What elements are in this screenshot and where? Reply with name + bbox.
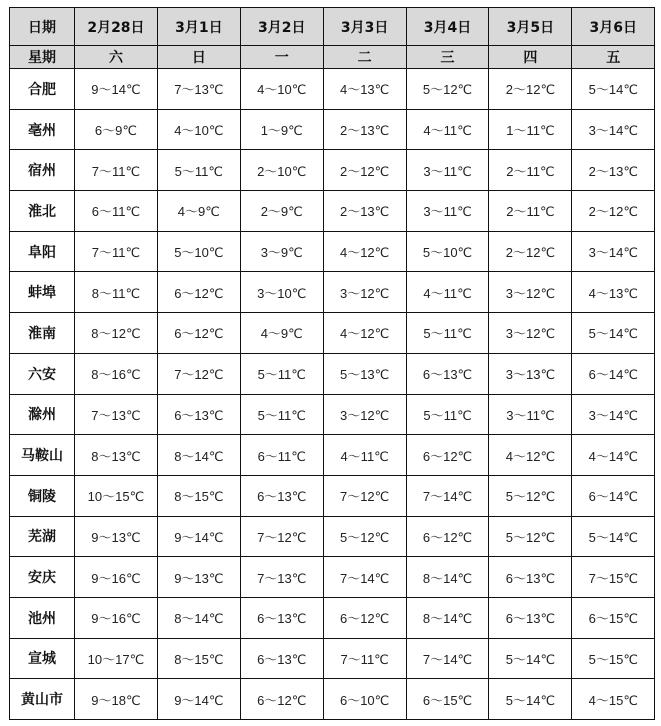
temperature-range-cell: 3～12℃ (323, 272, 406, 313)
temperature-range-cell: 1～9℃ (240, 109, 323, 150)
temperature-range-cell: 7～12℃ (240, 516, 323, 557)
temperature-range-cell: 9～14℃ (157, 679, 240, 720)
temperature-range-cell: 8～13℃ (75, 435, 158, 476)
date-header-cell: 3月6日 (572, 8, 655, 46)
temperature-range-cell: 5～11℃ (406, 394, 489, 435)
temperature-range-cell: 5～14℃ (489, 679, 572, 720)
temperature-range-cell: 3～11℃ (406, 191, 489, 232)
temperature-range-cell: 4～9℃ (240, 313, 323, 354)
temperature-range-cell: 6～12℃ (240, 679, 323, 720)
temperature-range-cell: 4～13℃ (572, 272, 655, 313)
temperature-range-cell: 6～13℃ (240, 597, 323, 638)
table-row (10, 557, 655, 598)
table-row (10, 69, 655, 110)
date-header-cell: 3月5日 (489, 8, 572, 46)
weather-forecast-table-container (9, 7, 655, 720)
temperature-range-cell: 10～17℃ (75, 638, 158, 679)
temperature-range-cell: 7～13℃ (240, 557, 323, 598)
temperature-range-cell: 4～12℃ (489, 435, 572, 476)
temperature-range-cell: 8～11℃ (75, 272, 158, 313)
temperature-range-cell: 8～15℃ (157, 638, 240, 679)
temperature-range-cell: 1～11℃ (489, 109, 572, 150)
temperature-range-cell: 4～13℃ (323, 69, 406, 110)
weekday-header-cell: 六 (75, 46, 158, 69)
city-name-cell: 阜阳 (10, 231, 75, 272)
temperature-range-cell: 5～10℃ (157, 231, 240, 272)
city-name-cell: 亳州 (10, 109, 75, 150)
temperature-range-cell: 6～12℃ (157, 272, 240, 313)
city-name-cell: 六安 (10, 353, 75, 394)
temperature-range-cell: 5～13℃ (323, 353, 406, 394)
temperature-range-cell: 2～12℃ (489, 69, 572, 110)
date-header-row (10, 8, 655, 46)
temperature-range-cell: 2～12℃ (489, 231, 572, 272)
temperature-range-cell: 8～15℃ (157, 475, 240, 516)
city-name-cell: 安庆 (10, 557, 75, 598)
table-row (10, 475, 655, 516)
temperature-range-cell: 5～11℃ (157, 150, 240, 191)
temperature-range-cell: 5～14℃ (572, 313, 655, 354)
table-row (10, 679, 655, 720)
temperature-range-cell: 4～9℃ (157, 191, 240, 232)
city-name-cell: 芜湖 (10, 516, 75, 557)
date-header-cell: 2月28日 (75, 8, 158, 46)
temperature-range-cell: 3～14℃ (572, 394, 655, 435)
temperature-range-cell: 8～14℃ (157, 435, 240, 476)
temperature-range-cell: 9～14℃ (75, 69, 158, 110)
table-row (10, 109, 655, 150)
temperature-range-cell: 5～11℃ (406, 313, 489, 354)
city-name-cell: 滁州 (10, 394, 75, 435)
temperature-range-cell: 5～14℃ (572, 69, 655, 110)
table-row (10, 150, 655, 191)
weekday-header-cell: 二 (323, 46, 406, 69)
city-name-cell: 宿州 (10, 150, 75, 191)
table-row (10, 435, 655, 476)
date-header-cell: 3月2日 (240, 8, 323, 46)
temperature-range-cell: 6～13℃ (489, 597, 572, 638)
temperature-range-cell: 4～12℃ (323, 313, 406, 354)
city-name-cell: 池州 (10, 597, 75, 638)
forecast-body (10, 69, 655, 720)
weekday-header-cell: 四 (489, 46, 572, 69)
temperature-range-cell: 6～12℃ (323, 597, 406, 638)
weekday-header-cell: 三 (406, 46, 489, 69)
table-row (10, 353, 655, 394)
temperature-range-cell: 8～14℃ (157, 597, 240, 638)
temperature-range-cell: 8～14℃ (406, 557, 489, 598)
table-row (10, 231, 655, 272)
temperature-range-cell: 6～13℃ (406, 353, 489, 394)
temperature-range-cell: 3～9℃ (240, 231, 323, 272)
temperature-range-cell: 7～11℃ (75, 231, 158, 272)
city-name-cell: 蚌埠 (10, 272, 75, 313)
temperature-range-cell: 7～13℃ (75, 394, 158, 435)
city-name-cell: 黄山市 (10, 679, 75, 720)
temperature-range-cell: 9～14℃ (157, 516, 240, 557)
temperature-range-cell: 5～14℃ (489, 638, 572, 679)
temperature-range-cell: 6～14℃ (572, 475, 655, 516)
temperature-range-cell: 5～11℃ (240, 394, 323, 435)
temperature-range-cell: 6～10℃ (323, 679, 406, 720)
temperature-range-cell: 5～11℃ (240, 353, 323, 394)
weekday-header-cell: 日 (157, 46, 240, 69)
city-name-cell: 淮南 (10, 313, 75, 354)
temperature-range-cell: 9～13℃ (157, 557, 240, 598)
temperature-range-cell: 5～12℃ (323, 516, 406, 557)
temperature-range-cell: 3～14℃ (572, 231, 655, 272)
temperature-range-cell: 3～14℃ (572, 109, 655, 150)
temperature-range-cell: 2～12℃ (323, 150, 406, 191)
temperature-range-cell: 3～11℃ (406, 150, 489, 191)
temperature-range-cell: 6～15℃ (572, 597, 655, 638)
corner-date-label: 日期 (10, 8, 75, 46)
table-row (10, 313, 655, 354)
temperature-range-cell: 2～9℃ (240, 191, 323, 232)
temperature-range-cell: 3～12℃ (489, 313, 572, 354)
weekday-header-row (10, 46, 655, 69)
temperature-range-cell: 6～9℃ (75, 109, 158, 150)
temperature-range-cell: 6～12℃ (157, 313, 240, 354)
temperature-range-cell: 10～15℃ (75, 475, 158, 516)
temperature-range-cell: 7～12℃ (323, 475, 406, 516)
temperature-range-cell: 2～12℃ (572, 191, 655, 232)
temperature-range-cell: 4～10℃ (157, 109, 240, 150)
temperature-range-cell: 2～11℃ (489, 150, 572, 191)
temperature-range-cell: 9～18℃ (75, 679, 158, 720)
temperature-range-cell: 7～13℃ (157, 69, 240, 110)
temperature-range-cell: 4～14℃ (572, 435, 655, 476)
temperature-range-cell: 7～11℃ (75, 150, 158, 191)
temperature-range-cell: 2～13℃ (323, 191, 406, 232)
temperature-range-cell: 2～13℃ (572, 150, 655, 191)
temperature-range-cell: 9～16℃ (75, 597, 158, 638)
temperature-range-cell: 7～14℃ (323, 557, 406, 598)
city-name-cell: 淮北 (10, 191, 75, 232)
temperature-range-cell: 4～12℃ (323, 231, 406, 272)
temperature-range-cell: 6～14℃ (572, 353, 655, 394)
temperature-range-cell: 5～14℃ (572, 516, 655, 557)
temperature-range-cell: 3～13℃ (489, 353, 572, 394)
temperature-range-cell: 4～11℃ (406, 109, 489, 150)
date-header-cell: 3月3日 (323, 8, 406, 46)
table-row (10, 394, 655, 435)
temperature-range-cell: 6～13℃ (157, 394, 240, 435)
table-row (10, 272, 655, 313)
weekday-header-cell: 五 (572, 46, 655, 69)
temperature-range-cell: 5～15℃ (572, 638, 655, 679)
temperature-range-cell: 5～10℃ (406, 231, 489, 272)
city-name-cell: 合肥 (10, 69, 75, 110)
temperature-range-cell: 3～12℃ (489, 272, 572, 313)
temperature-range-cell: 2～10℃ (240, 150, 323, 191)
temperature-range-cell: 3～11℃ (489, 394, 572, 435)
table-row (10, 597, 655, 638)
temperature-range-cell: 7～15℃ (572, 557, 655, 598)
table-row (10, 516, 655, 557)
temperature-range-cell: 5～12℃ (489, 475, 572, 516)
temperature-range-cell: 2～13℃ (323, 109, 406, 150)
temperature-range-cell: 9～16℃ (75, 557, 158, 598)
temperature-range-cell: 7～14℃ (406, 638, 489, 679)
city-name-cell: 宣城 (10, 638, 75, 679)
city-name-cell: 铜陵 (10, 475, 75, 516)
temperature-range-cell: 8～16℃ (75, 353, 158, 394)
weather-forecast-table (9, 7, 655, 720)
temperature-range-cell: 6～13℃ (240, 638, 323, 679)
temperature-range-cell: 5～12℃ (489, 516, 572, 557)
temperature-range-cell: 3～12℃ (323, 394, 406, 435)
temperature-range-cell: 4～11℃ (406, 272, 489, 313)
temperature-range-cell: 6～11℃ (75, 191, 158, 232)
temperature-range-cell: 8～14℃ (406, 597, 489, 638)
temperature-range-cell: 3～10℃ (240, 272, 323, 313)
temperature-range-cell: 7～11℃ (323, 638, 406, 679)
weekday-header-cell: 一 (240, 46, 323, 69)
temperature-range-cell: 4～15℃ (572, 679, 655, 720)
temperature-range-cell: 7～14℃ (406, 475, 489, 516)
temperature-range-cell: 7～12℃ (157, 353, 240, 394)
city-name-cell: 马鞍山 (10, 435, 75, 476)
temperature-range-cell: 2～11℃ (489, 191, 572, 232)
temperature-range-cell: 6～11℃ (240, 435, 323, 476)
date-header-cell: 3月4日 (406, 8, 489, 46)
temperature-range-cell: 6～13℃ (489, 557, 572, 598)
temperature-range-cell: 8～12℃ (75, 313, 158, 354)
table-row (10, 191, 655, 232)
temperature-range-cell: 6～15℃ (406, 679, 489, 720)
temperature-range-cell: 6～12℃ (406, 516, 489, 557)
temperature-range-cell: 9～13℃ (75, 516, 158, 557)
temperature-range-cell: 6～13℃ (240, 475, 323, 516)
temperature-range-cell: 5～12℃ (406, 69, 489, 110)
temperature-range-cell: 6～12℃ (406, 435, 489, 476)
temperature-range-cell: 4～11℃ (323, 435, 406, 476)
temperature-range-cell: 4～10℃ (240, 69, 323, 110)
date-header-cell: 3月1日 (157, 8, 240, 46)
table-row (10, 638, 655, 679)
corner-week-label: 星期 (10, 46, 75, 69)
